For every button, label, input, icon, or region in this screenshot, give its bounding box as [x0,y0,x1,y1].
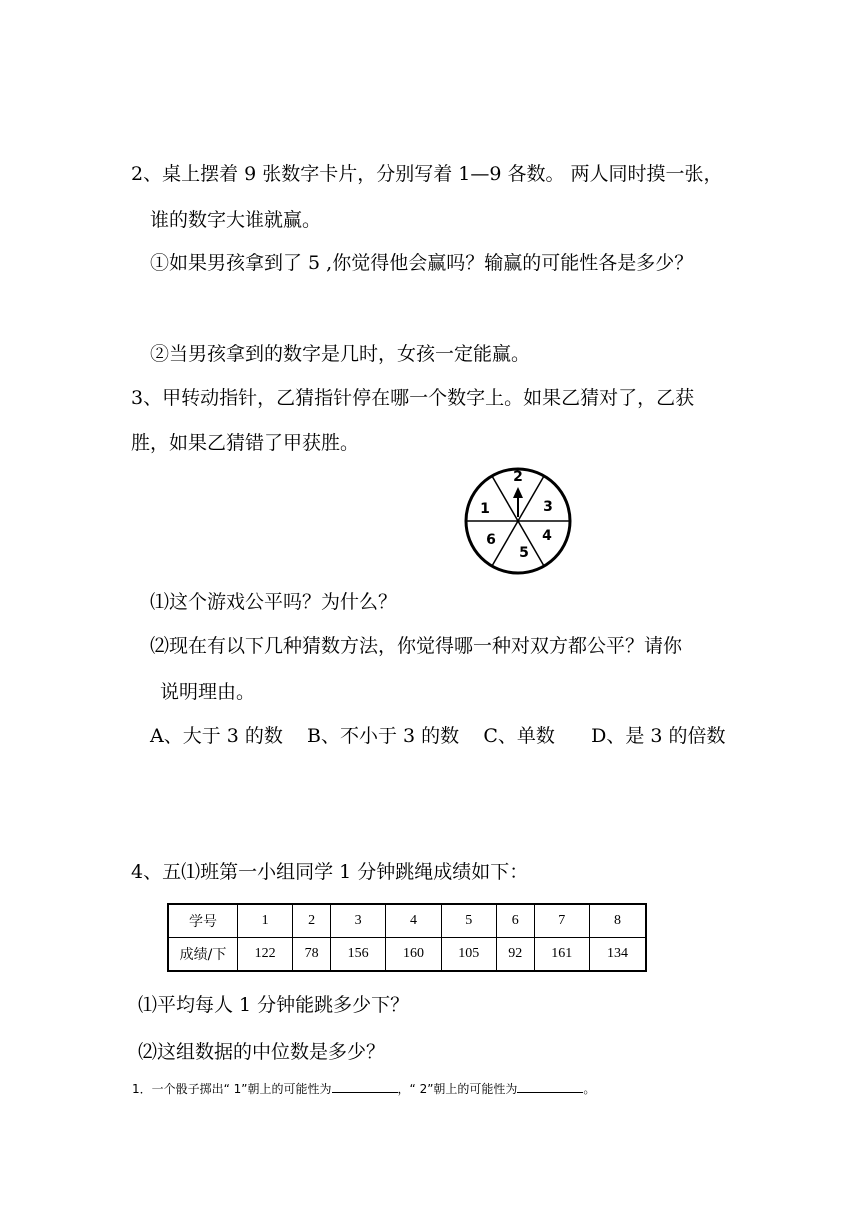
table-cell: 160 [386,938,441,972]
arrow-up-icon [513,487,523,498]
q3-options: A、大于 3 的数 B、不小于 3 的数 C、单数 D、是 3 的倍数 [150,725,726,747]
score-table [167,903,647,972]
spinner-number: 4 [542,528,552,544]
spinner-number: 1 [480,501,490,517]
answer-blank[interactable] [517,1080,583,1093]
q3-sub2-line2: 说明理由。 [160,681,256,703]
table-cell: 3 [331,904,386,938]
extra-question-part1: 1．一个骰子掷出“ 1”朝上的可能性为 [132,1082,332,1096]
q4-sub2: ⑵这组数据的中位数是多少？ [138,1041,386,1063]
q2-stem-line1: 2、桌上摆着 9 张数字卡片，分别写着 1—9 各数。 两人同时摸一张， [131,163,723,185]
table-row [168,938,646,972]
table-header-cell: 学号 [168,904,238,938]
table-cell: 1 [238,904,293,938]
table-cell: 7 [534,904,589,938]
spinner-number: 5 [519,545,529,561]
table-cell: 4 [386,904,441,938]
spinner-number: 3 [543,499,553,515]
table-cell: 105 [441,938,496,972]
table-cell: 92 [496,938,534,972]
table-cell: 78 [293,938,331,972]
table-cell: 156 [331,938,386,972]
extra-question [132,1080,595,1097]
q2-sub2: ②当男孩拿到的数字是几时，女孩一定能赢。 [150,343,531,365]
table-cell: 161 [534,938,589,972]
spinner-number: 2 [513,469,523,485]
answer-blank[interactable] [332,1080,398,1093]
spinner-diagram [462,465,574,577]
q3-sub2-line1: ⑵现在有以下几种猜数方法，你觉得哪一种对双方都公平？请你 [150,635,683,657]
table-cell: 122 [238,938,293,972]
table-cell: 134 [589,938,646,972]
table-cell: 2 [293,904,331,938]
extra-question-part3: 。 [583,1082,596,1096]
table-cell: 5 [441,904,496,938]
q4-stem: 4、五⑴班第一小组同学 1 分钟跳绳成绩如下： [131,861,529,883]
q2-sub1: ①如果男孩拿到了 5 ,你觉得他会赢吗？输赢的可能性各是多少？ [150,252,694,274]
q3-sub1: ⑴这个游戏公平吗？为什么？ [150,591,398,613]
q4-sub1: ⑴平均每人 1 分钟能跳多少下？ [138,994,410,1016]
table-cell: 8 [589,904,646,938]
table-header-cell: 成绩/下 [168,938,238,972]
q3-stem-line1: 3、甲转动指针，乙猜指针停在哪一个数字上。如果乙猜对了，乙获 [131,387,695,409]
table-cell: 6 [496,904,534,938]
table-row [168,904,646,938]
q3-stem-line2: 胜，如果乙猜错了甲获胜。 [131,432,360,454]
q2-stem-line2: 谁的数字大谁就赢。 [150,209,322,231]
spinner-number: 6 [486,532,496,548]
extra-question-part2: ，“ 2”朝上的可能性为 [397,1082,518,1096]
